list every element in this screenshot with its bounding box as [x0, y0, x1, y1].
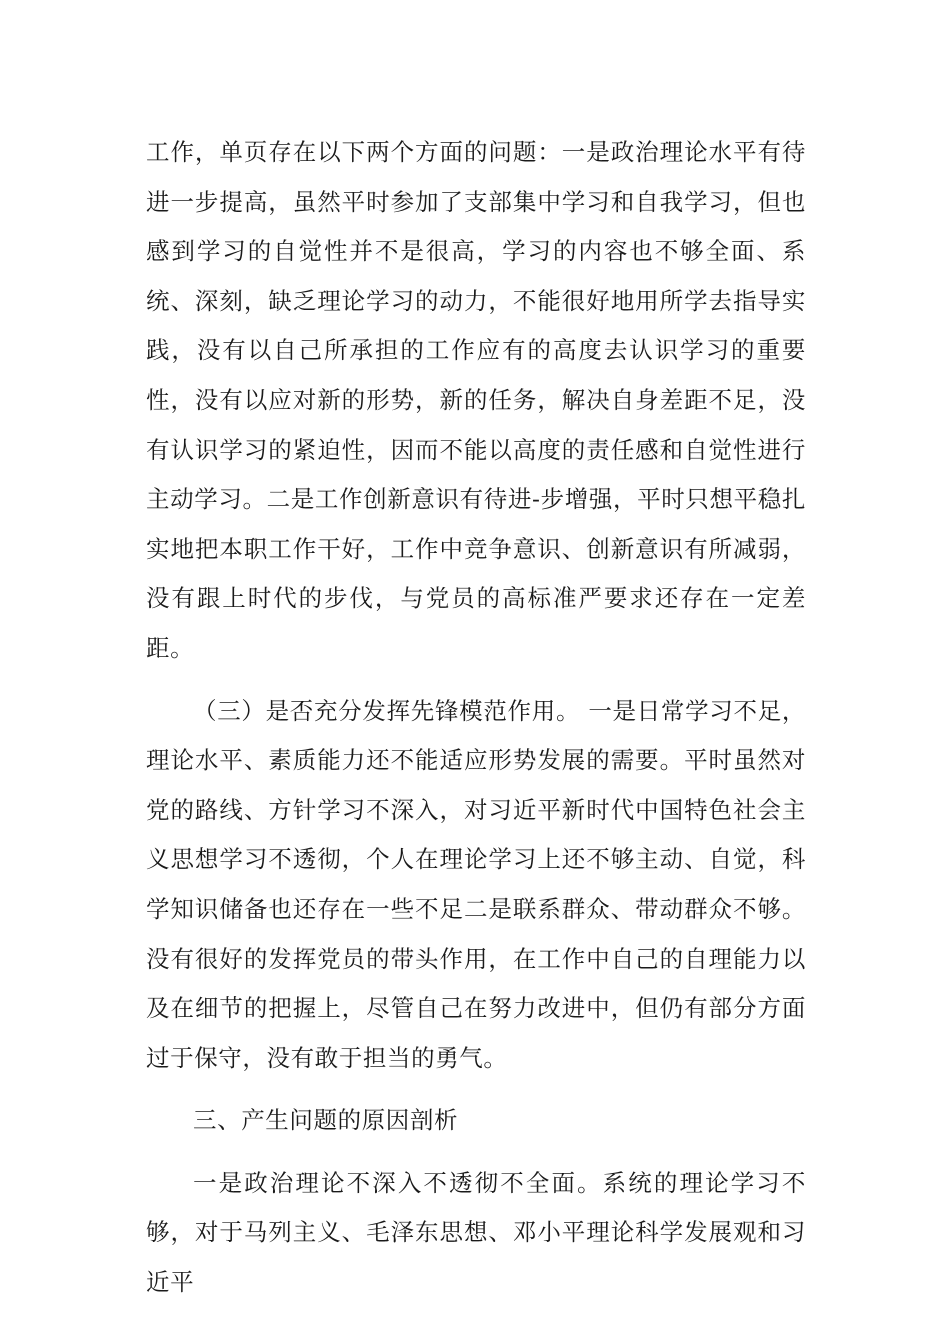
document-body [146, 128, 806, 1308]
paragraph-continuation: 工作，单页存在以下两个方面的问题：一是政治理论水平有待进一步提高，虽然平时参加了支部集中学习和自我学习，但也感到学习的自觉性并不是很高，学习的内容也不够全面、系统、深刻，缺乏理论学习的动力，不能很好地用所学去指导实践，没有以自己所承担的工作应有的高度去认识学习的重要性，没有以应对新的形势，新的任务，解决自身差距不足，没有认识学习的紧迫性，因而不能以高度的责任感和自觉性进行主动学习。二是工作创新意识有待进-步增强，平时只想平稳扎实地把本职工作干好，工作中竞争意识、创新意识有所减弱，没有跟上时代的步伐，与党员的高标准严要求还存在一定差距。 [146, 138, 806, 662]
section-heading-cause-analysis: 三、产生问题的原因剖析 [193, 1106, 459, 1135]
paragraph-section-three: （三）是否充分发挥先锋模范作用。 一是日常学习不足，理论水平、素质能力还不能适应形势发展的需要。平时虽然对党的路线、方针学习不深入，对习近平新时代中国特色社会主义思想学习不透彻，个人在理论学习上还不够主动、自觉，科学知识储备也还存在一些不足二是联系群众、带动群众不够。没有很好的发挥党员的带头作用，在工作中自己的自理能力以及在细节的把握上，尽管自己在努力改进中，但仍有部分方面过于保守，没有敢于担当的勇气。 [146, 696, 806, 1072]
paragraph-cause-one: 一是政治理论不深入不透彻不全面。系统的理论学习不够，对于马列主义、毛泽东思想、邓小平理论科学发展观和习近平 [146, 1168, 806, 1297]
